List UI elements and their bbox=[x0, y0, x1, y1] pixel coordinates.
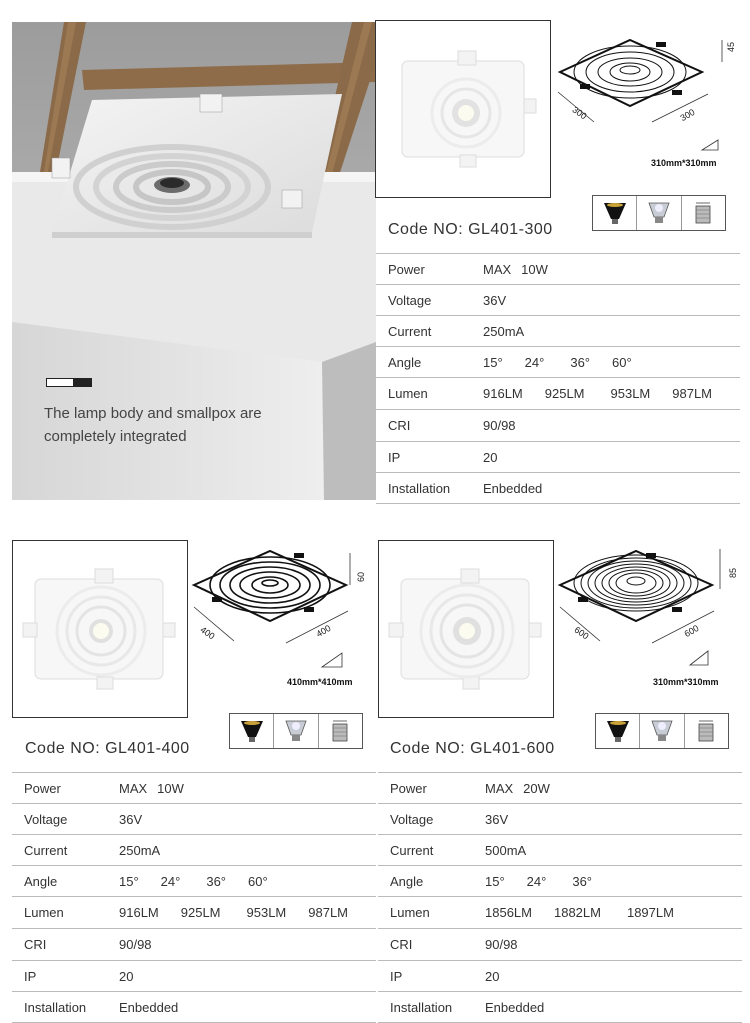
spec-value-item: 20 bbox=[485, 968, 500, 984]
dim-cutout-400: 410mm*410mm bbox=[287, 677, 353, 687]
dim-height-400: 60 bbox=[356, 571, 367, 583]
gu10-lamp-icon bbox=[637, 196, 681, 230]
spec-row bbox=[12, 773, 376, 804]
spec-value-item: MAX bbox=[119, 780, 148, 796]
spec-row bbox=[12, 835, 376, 866]
spec-value bbox=[119, 961, 376, 992]
spec-row bbox=[378, 929, 742, 961]
spec-value-item: 60° bbox=[612, 354, 632, 370]
mr16-lamp-icon bbox=[230, 714, 274, 748]
spec-row bbox=[12, 804, 376, 835]
spec-value-item: 1882LM bbox=[553, 905, 601, 920]
spec-value-item: Enbedded bbox=[483, 480, 543, 496]
spec-row bbox=[376, 442, 740, 473]
spec-value-item: 36° bbox=[570, 354, 591, 370]
spec-key: CRI bbox=[376, 410, 483, 442]
dim-depth-400: 400 bbox=[314, 622, 333, 640]
dim-width-300: 300 bbox=[570, 104, 589, 122]
spec-key: Power bbox=[378, 773, 485, 804]
spec-value bbox=[485, 804, 742, 835]
spec-value-item: 15° bbox=[485, 873, 505, 889]
spec-value bbox=[483, 254, 740, 285]
lamp-icons-400 bbox=[229, 713, 363, 749]
spec-value bbox=[485, 929, 742, 961]
spec-key: Lumen bbox=[378, 897, 485, 929]
mr16-lamp-icon bbox=[593, 196, 637, 230]
gu10-lamp-icon bbox=[640, 714, 684, 748]
spec-key: CRI bbox=[12, 929, 119, 961]
spec-value-item: 916LM bbox=[119, 905, 159, 920]
hero-caption-bar bbox=[46, 378, 92, 387]
spec-table-600 bbox=[378, 772, 742, 1023]
spec-row bbox=[376, 254, 740, 285]
spec-key: Power bbox=[376, 254, 483, 285]
spec-row bbox=[12, 897, 376, 929]
dim-cutout-600: 310mm*310mm bbox=[653, 677, 719, 687]
spec-value-item: 987LM bbox=[308, 905, 348, 920]
product-photo-300 bbox=[375, 20, 551, 198]
spec-row bbox=[378, 992, 742, 1023]
mr16-lamp-icon bbox=[596, 714, 640, 748]
spec-row bbox=[378, 835, 742, 866]
spec-value bbox=[485, 897, 742, 929]
spec-key: Current bbox=[378, 835, 485, 866]
dim-width-600: 600 bbox=[572, 624, 591, 642]
spec-key: Angle bbox=[12, 866, 119, 897]
product-photo-600 bbox=[378, 540, 554, 718]
spec-value-item: 10W bbox=[157, 780, 184, 796]
spec-value-item: Enbedded bbox=[485, 999, 545, 1015]
spec-value bbox=[119, 773, 376, 804]
spec-table-400 bbox=[12, 772, 376, 1023]
spec-key: Angle bbox=[376, 347, 483, 378]
spec-value-item: 24° bbox=[524, 354, 545, 370]
spec-value-item: 1897LM bbox=[626, 905, 674, 920]
lamp-icons-300 bbox=[592, 195, 726, 231]
spec-value bbox=[483, 442, 740, 473]
spec-value-item: 953LM bbox=[610, 386, 651, 401]
spec-key: Installation bbox=[12, 992, 119, 1023]
spec-value-item: 916LM bbox=[483, 386, 523, 401]
spec-key: Voltage bbox=[12, 804, 119, 835]
spec-value-item: 36° bbox=[206, 873, 227, 889]
spec-value bbox=[485, 866, 742, 897]
spec-value bbox=[483, 473, 740, 504]
spec-row bbox=[376, 378, 740, 410]
spec-value bbox=[483, 378, 740, 410]
product-photo-400 bbox=[12, 540, 188, 718]
spec-row bbox=[12, 992, 376, 1023]
spec-value-item: 20 bbox=[483, 449, 498, 465]
hero-caption bbox=[44, 402, 344, 448]
spec-row bbox=[376, 285, 740, 316]
dim-depth-300: 300 bbox=[678, 106, 697, 124]
spec-key: Lumen bbox=[12, 897, 119, 929]
dimension-drawing-300 bbox=[552, 22, 748, 172]
spec-row bbox=[378, 961, 742, 992]
hero-caption-line2: completely integrated bbox=[44, 428, 187, 445]
spec-value-item: 36V bbox=[485, 811, 509, 827]
spec-row bbox=[376, 347, 740, 378]
spec-value-item: 925LM bbox=[544, 386, 585, 401]
dim-width-400: 400 bbox=[198, 624, 217, 642]
spec-value bbox=[485, 992, 742, 1023]
spec-value-item: 953LM bbox=[246, 905, 287, 920]
spec-row bbox=[12, 866, 376, 897]
spec-value-item: 90/98 bbox=[119, 937, 152, 952]
spec-value bbox=[119, 804, 376, 835]
spec-value-item: 250mA bbox=[483, 323, 525, 339]
spec-value-item: 20W bbox=[523, 780, 550, 796]
spec-key: Lumen bbox=[376, 378, 483, 410]
spec-value-item: 36V bbox=[483, 292, 507, 308]
spec-value-item: 500mA bbox=[485, 842, 527, 858]
spec-row bbox=[376, 473, 740, 504]
spec-value-item: 24° bbox=[526, 873, 547, 889]
spec-row bbox=[378, 804, 742, 835]
spec-key: Installation bbox=[378, 992, 485, 1023]
spec-value-item: 90/98 bbox=[483, 418, 516, 433]
spec-row bbox=[376, 410, 740, 442]
spec-row bbox=[378, 773, 742, 804]
dim-depth-600: 600 bbox=[682, 622, 701, 640]
lamp-icons-600 bbox=[595, 713, 729, 749]
spec-value bbox=[119, 929, 376, 961]
hero-caption-line1: The lamp body and smallpox are bbox=[44, 405, 262, 422]
spec-value-item: 15° bbox=[483, 354, 503, 370]
module-lamp-icon bbox=[685, 714, 728, 748]
spec-key: IP bbox=[12, 961, 119, 992]
spec-value bbox=[483, 316, 740, 347]
spec-value bbox=[119, 992, 376, 1023]
spec-value-item: MAX bbox=[485, 780, 514, 796]
gu10-lamp-icon bbox=[274, 714, 318, 748]
spec-key: Voltage bbox=[376, 285, 483, 316]
dim-height-600: 85 bbox=[728, 567, 739, 579]
spec-value-item: Enbedded bbox=[119, 999, 179, 1015]
spec-key: IP bbox=[376, 442, 483, 473]
spec-value bbox=[119, 866, 376, 897]
spec-value-item: 1856LM bbox=[485, 905, 532, 920]
spec-key: Installation bbox=[376, 473, 483, 504]
spec-key: Angle bbox=[378, 866, 485, 897]
spec-value-item: 60° bbox=[248, 873, 268, 889]
spec-key: Current bbox=[12, 835, 119, 866]
spec-value bbox=[119, 897, 376, 929]
module-lamp-icon bbox=[682, 196, 725, 230]
spec-row bbox=[12, 961, 376, 992]
dim-cutout-300: 310mm*310mm bbox=[651, 158, 717, 168]
spec-value bbox=[483, 347, 740, 378]
spec-value-item: 15° bbox=[119, 873, 139, 889]
product-code-400: Code NO: GL401-400 bbox=[25, 740, 190, 757]
spec-key: Power bbox=[12, 773, 119, 804]
spec-key: Current bbox=[376, 316, 483, 347]
spec-value-item: 36° bbox=[572, 873, 593, 889]
spec-value bbox=[119, 835, 376, 866]
spec-key: Voltage bbox=[378, 804, 485, 835]
spec-value bbox=[483, 410, 740, 442]
spec-value bbox=[485, 773, 742, 804]
spec-row bbox=[378, 897, 742, 929]
spec-value bbox=[485, 961, 742, 992]
product-code-600: Code NO: GL401-600 bbox=[390, 740, 555, 757]
spec-value-item: 925LM bbox=[180, 905, 221, 920]
spec-value-item: 36V bbox=[119, 811, 143, 827]
spec-value bbox=[483, 285, 740, 316]
product-code-300: Code NO: GL401-300 bbox=[388, 221, 553, 238]
spec-value-item: 24° bbox=[160, 873, 181, 889]
spec-value bbox=[485, 835, 742, 866]
spec-value-item: MAX bbox=[483, 261, 512, 277]
module-lamp-icon bbox=[319, 714, 362, 748]
spec-value-item: 90/98 bbox=[485, 937, 518, 952]
dimension-drawing-600 bbox=[556, 545, 746, 695]
spec-row bbox=[12, 929, 376, 961]
dimension-drawing-400 bbox=[190, 545, 376, 695]
spec-key: CRI bbox=[378, 929, 485, 961]
spec-value-item: 250mA bbox=[119, 842, 161, 858]
spec-key: IP bbox=[378, 961, 485, 992]
spec-value-item: 987LM bbox=[672, 386, 712, 401]
spec-row bbox=[378, 866, 742, 897]
spec-value-item: 20 bbox=[119, 968, 134, 984]
dim-height-300: 45 bbox=[726, 41, 737, 53]
spec-row bbox=[376, 316, 740, 347]
spec-table-300 bbox=[376, 253, 740, 504]
spec-value-item: 10W bbox=[521, 261, 548, 277]
